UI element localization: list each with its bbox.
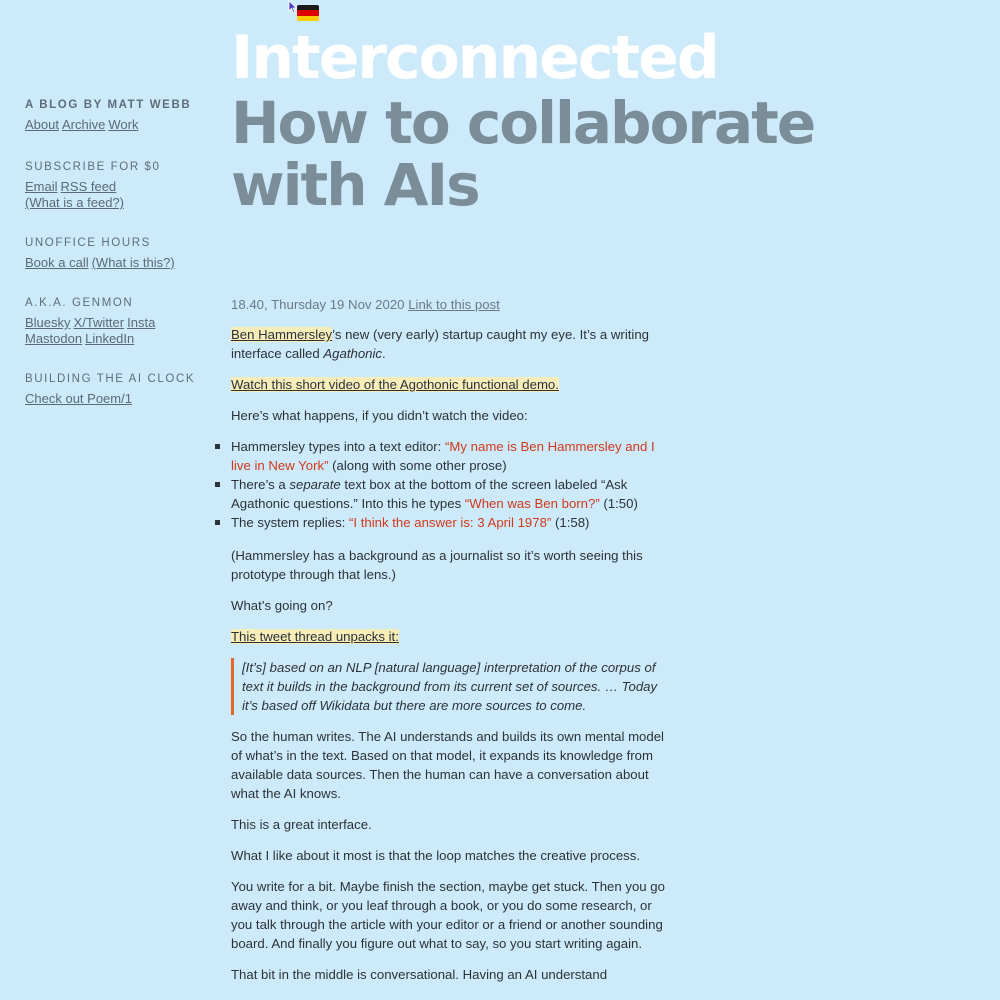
video-link[interactable]: Watch this short video of the Agothonic functional demo. [231, 377, 559, 392]
rss-feed-link[interactable]: RSS feed [60, 179, 117, 194]
paragraph: You write for a bit. Maybe finish the section, maybe get stuck. Then you go away and think, or you leaf through a book, or you do some research, or you talk through the article with your editor or a friend or another sounding board. And finally you figure out what to say, so you start writing again. [231, 879, 665, 951]
post-meta [231, 295, 671, 314]
sidebar-heading: UNOFFICE HOURS [25, 237, 151, 249]
sidebar-section-genmon [25, 295, 215, 347]
sidebar-heading: BUILDING THE AI CLOCK [25, 373, 196, 385]
paragraph: What I like about it most is that the loop matches the creative process. [231, 848, 641, 863]
linkedin-link[interactable]: LinkedIn [85, 331, 135, 346]
list-text: (along with some other prose) [328, 458, 507, 473]
list-item [231, 437, 671, 475]
paragraph: This is a great interface. [231, 817, 372, 832]
work-link[interactable]: Work [108, 117, 139, 132]
paragraph [231, 627, 671, 646]
bullet-icon [215, 520, 220, 525]
list-text: text box at the bottom of the screen labeled “Ask Agathonic questions.” Into this he types [231, 477, 628, 511]
emphasis-text: separate [289, 477, 341, 492]
paragraph: Here’s what happens, if you didn’t watch the video: [231, 408, 528, 423]
quote-text: “My name is Ben Hammersley and I live in New York” [231, 439, 655, 473]
post-body [231, 295, 671, 996]
about-link[interactable]: About [25, 117, 59, 132]
sidebar [25, 97, 215, 427]
paragraph: What’s going on? [231, 598, 333, 613]
bullet-list [231, 437, 671, 532]
what-is-this-link[interactable]: (What is this?) [91, 255, 175, 270]
post-title: How to collaborate with AIs [231, 89, 815, 219]
what-is-a-feed-link[interactable]: (What is a feed?) [25, 195, 124, 210]
paragraph: So the human writes. The AI understands and builds its own mental model of what’s in the text. Based on that model, it expands its knowledge from available data sources. Then the human can have a conversation about what the AI knows. [231, 729, 664, 801]
sidebar-heading: A.K.A. GENMON [25, 297, 134, 309]
agathonic-emphasis: Agathonic [323, 346, 383, 361]
post-date: 18.40, Thursday 19 Nov 2020 [231, 297, 405, 312]
paragraph-text: . [382, 346, 386, 361]
list-item [231, 475, 671, 513]
germany-flag-icon [297, 5, 319, 21]
site-title[interactable]: Interconnected [231, 23, 718, 93]
quote-text: “I think the answer is: 3 April 1978” [349, 515, 552, 530]
sidebar-heading: A BLOG BY MATT WEBB [25, 99, 192, 111]
tweet-thread-link[interactable]: This tweet thread unpacks it: [231, 629, 399, 644]
sidebar-section-unoffice-hours [25, 235, 215, 271]
bullet-icon [215, 444, 220, 449]
list-text: (1:58) [551, 515, 590, 530]
sidebar-section-about [25, 97, 215, 133]
paragraph: That bit in the middle is conversational. Having an AI understand [231, 967, 608, 982]
list-text: The system replies: [231, 515, 349, 530]
sidebar-section-ai-clock [25, 371, 215, 407]
sidebar-section-subscribe [25, 159, 215, 211]
list-item [231, 513, 671, 532]
poem-1-link[interactable]: Check out Poem/1 [25, 391, 132, 406]
x-twitter-link[interactable]: X/Twitter [73, 315, 125, 330]
ben-hammersley-link[interactable]: Ben Hammersley [231, 327, 333, 342]
paragraph [231, 375, 671, 394]
email-link[interactable]: Email [25, 179, 58, 194]
sidebar-heading: SUBSCRIBE FOR $0 [25, 161, 161, 173]
bluesky-link[interactable]: Bluesky [25, 315, 71, 330]
quote-text: “When was Ben born?” [464, 496, 600, 511]
insta-link[interactable]: Insta [127, 315, 156, 330]
blockquote: [It’s] based on an NLP [natural language] interpretation of the corpus of text it builds in the background from its current set of sources. … Today it’s based off Wikidata but there are more sources to come. [231, 658, 671, 715]
paragraph-text: ’s new (very early) startup caught my eye. It’s a writing interface called [231, 327, 650, 361]
paragraph [231, 325, 671, 363]
mastodon-link[interactable]: Mastodon [25, 331, 83, 346]
permalink-link[interactable]: Link to this post [408, 297, 500, 312]
paragraph: (Hammersley has a background as a journalist so it’s worth seeing this prototype through that lens.) [231, 548, 643, 582]
list-text: There’s a [231, 477, 290, 492]
list-text: (1:50) [599, 496, 638, 511]
archive-link[interactable]: Archive [61, 117, 106, 132]
bullet-icon [215, 482, 220, 487]
list-text: Hammersley types into a text editor: [231, 439, 446, 454]
book-a-call-link[interactable]: Book a call [25, 255, 89, 270]
